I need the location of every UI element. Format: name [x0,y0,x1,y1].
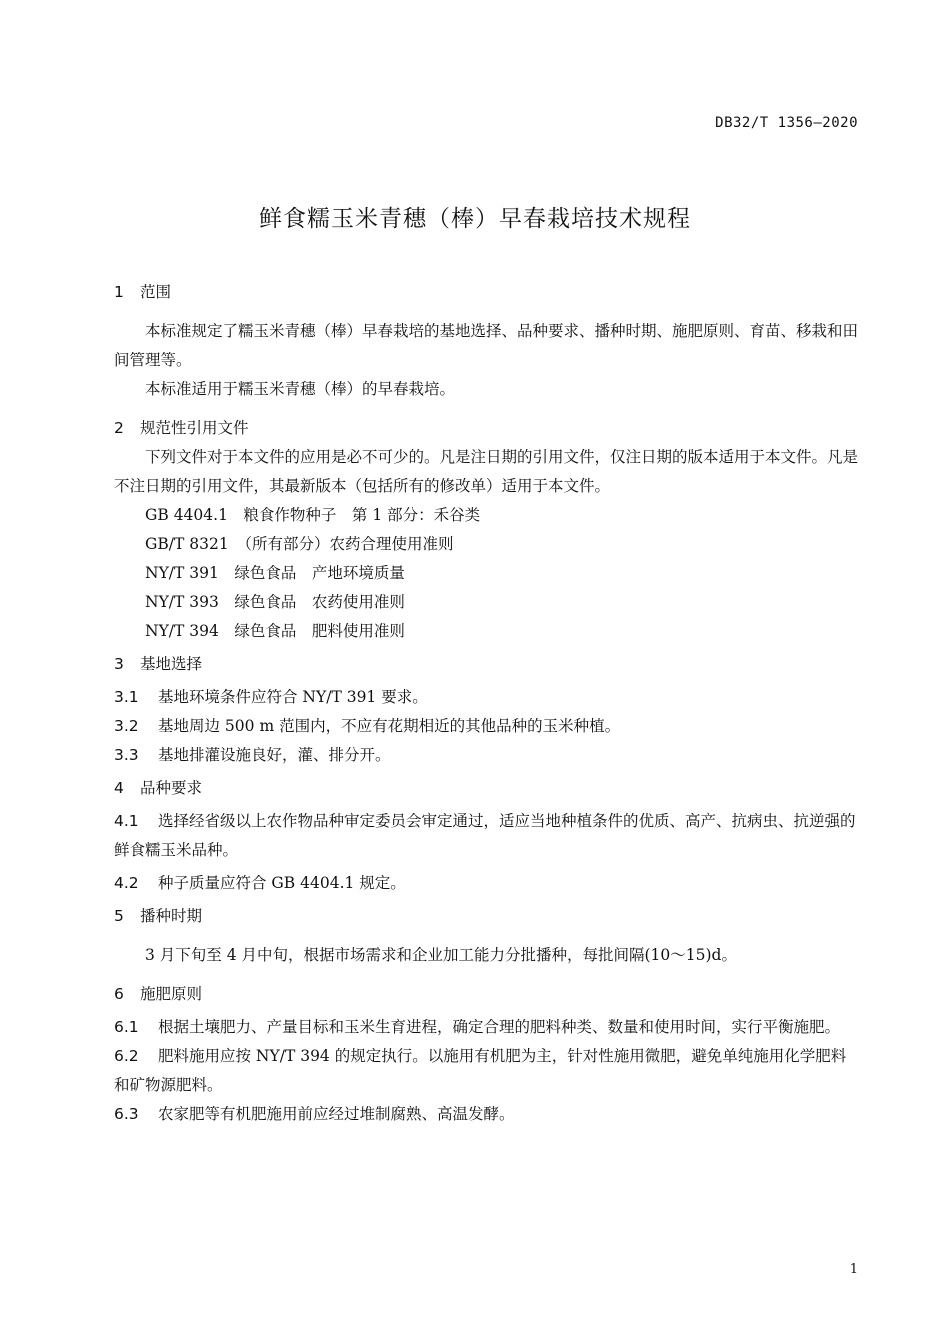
section-heading-4: 4 品种要求 [114,779,203,797]
paragraph: 本标准适用于糯玉米青穗（棒）的早春栽培。 [145,380,456,398]
section-heading-1: 1 范围 [114,283,172,301]
reference-item: NY/T 394 绿色食品 肥料使用准则 [145,622,405,640]
reference-item: NY/T 391 绿色食品 产地环境质量 [145,564,405,582]
clause: 6.2 肥料施用应按 NY/T 394 的规定执行。以施用有机肥为主，针对性施用微肥，避免单纯施用化学肥料和矿物源肥料。 [114,1047,847,1094]
reference-item: GB 4404.1 粮食作物种子 第 1 部分：禾谷类 [145,506,481,524]
reference-item: GB/T 8321 （所有部分）农药合理使用准则 [145,535,454,553]
clause: 6.1 根据土壤肥力、产量目标和玉米生育进程，确定合理的肥料种类、数量和使用时间，实行平衡施肥。 [114,1018,841,1036]
clause: 4.2 种子质量应符合 GB 4404.1 规定。 [114,874,406,892]
standard-code: DB32/T 1356—2020 [715,115,858,131]
section-heading-5: 5 播种时期 [114,907,203,925]
section-heading-2: 2 规范性引用文件 [114,419,249,437]
clause: 3.1 基地环境条件应符合 NY/T 391 要求。 [114,688,428,706]
clause: 6.3 农家肥等有机肥施用前应经过堆制腐熟、高温发酵。 [114,1105,515,1123]
document-body [114,278,860,1129]
clause: 3.3 基地排灌设施良好，灌、排分开。 [114,746,391,764]
paragraph: 本标准规定了糯玉米青穗（棒）早春栽培的基地选择、品种要求、播种时期、施肥原则、育苗、移栽和田间管理等。 [114,322,859,369]
paragraph: 下列文件对于本文件的应用是必不可少的。凡是注日期的引用文件，仅注日期的版本适用于本文件。凡是不注日期的引用文件，其最新版本（包括所有的修改单）适用于本文件。 [114,448,859,495]
section-heading-3: 3 基地选择 [114,655,203,673]
paragraph: 3 月下旬至 4 月中旬，根据市场需求和企业加工能力分批播种，每批间隔(10～15)d。 [145,946,737,964]
page-number: 1 [849,1262,858,1277]
clause: 3.2 基地周边 500 m 范围内，不应有花期相近的其他品种的玉米种植。 [114,717,621,735]
reference-item: NY/T 393 绿色食品 农药使用准则 [145,593,405,611]
section-heading-6: 6 施肥原则 [114,985,203,1003]
clause: 4.1 选择经省级以上农作物品种审定委员会审定通过，适应当地种植条件的优质、高产、抗病虫、抗逆强的鲜食糯玉米品种。 [114,812,856,859]
document-title: 鲜食糯玉米青穗（棒）早春栽培技术规程 [259,206,691,232]
